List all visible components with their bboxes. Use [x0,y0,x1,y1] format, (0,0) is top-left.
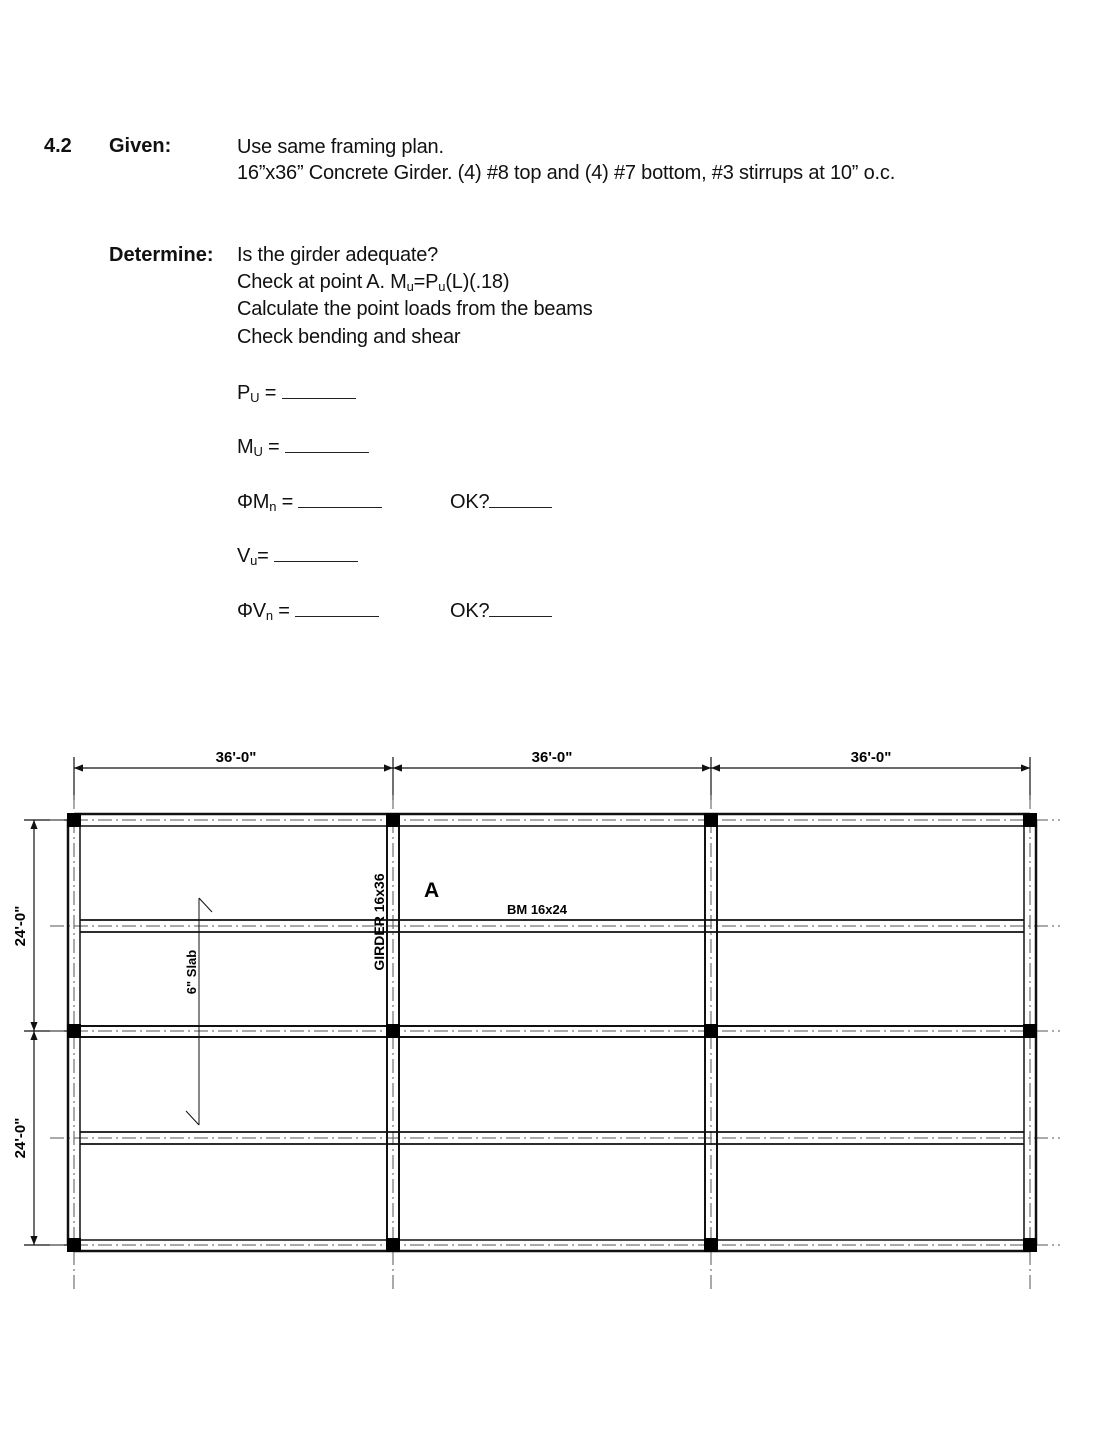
phimn-ok-row: OK? [450,489,552,514]
left-dimension [24,820,70,1245]
determine-line-3: Calculate the point loads from the beams [237,298,593,320]
dim-left-2: 24'-0" [12,1117,29,1159]
phivn-answer-row: $\Phi V_n$ = [237,598,379,623]
determine-line-4: Check bending and shear [237,326,461,348]
point-a-label: A [424,879,440,902]
grid-lines [50,795,1060,1290]
dim-top-1: 36'-0" [215,749,257,766]
vu-answer-row: $V_u=$ [237,543,358,568]
given-label: Given: [109,135,172,157]
vertical-girders [68,820,1036,1245]
columns [67,813,1037,1252]
slab-label: 6" Slab [184,949,199,995]
given-line-2: 16”x36” Concrete Girder. (4) #8 top and (4) #7 bottom, #3 stirrups at 10” o.c. [237,162,896,184]
pu-answer-row: $P_U$ = [237,380,356,405]
given-line-1: Use same framing plan. [237,136,444,158]
phimn-answer-row: $\Phi M_n$ = [237,489,382,514]
dim-top-2: 36'-0" [531,749,573,766]
dim-top-3: 36'-0" [850,749,892,766]
girder-label: GIRDER 16x36 [371,873,387,971]
beam-label: BM 16x24 [507,902,567,917]
problem-number: 4.2 [44,135,72,157]
mu-answer-row: $M_U$ = [237,434,369,459]
determine-line-1: Is the girder adequate? [237,244,439,266]
horizontal-girders [74,814,1030,1251]
determine-label: Determine: [109,244,214,266]
determine-line-2: Check at point A. $M_u=P_u(L)(.18)$ [237,271,510,294]
phivn-ok-row: OK? [450,598,552,623]
dim-left-1: 24'-0" [12,905,29,947]
intermediate-beams [80,920,1024,1144]
